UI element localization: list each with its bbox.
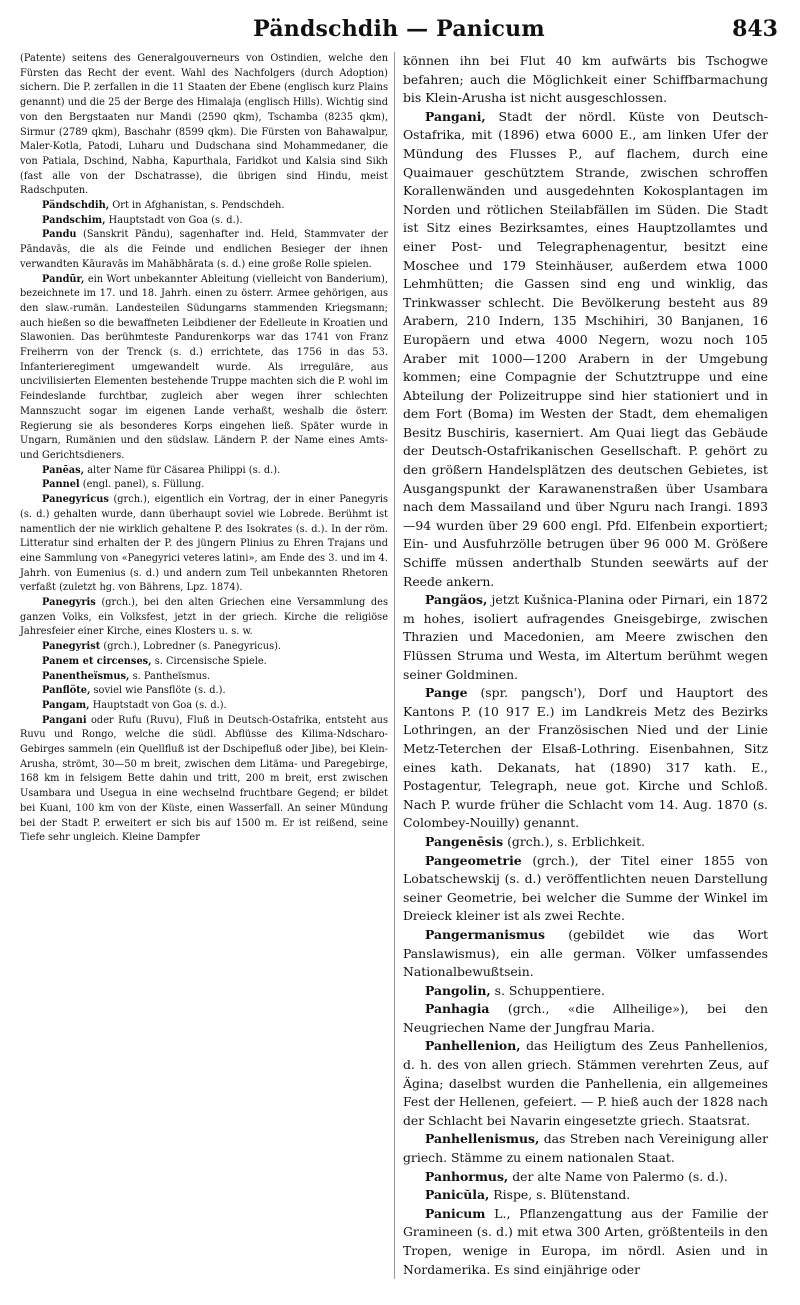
dictionary-entry bbox=[403, 684, 768, 833]
entry-text: (Patente) seitens des Generalgouverneurs von Ostindien, welche den Fürsten das Recht der event. Wahl des Nachfolgers (durch Adoption) sichern. Die P. zerfallen in die 11 Staaten der Ebene (englisch kurz Plains genannt) und die 25 der Berge des Himalaja (englisch Hills). Wichtig sind von den Bergstaaten nur Mandi (2590 qkm), Tschamba (8235 qkm), Sirmur (2789 qkm), Baschahr (8599 qkm). Die Fürsten von Bahawalpur, Maler-Kotla, Patodi, Luharu und Dudschana sind Mohammedaner, die von Patiala, Dschind, Nabha, Kapurthala, Faridkot und Kalsia sind Sikh (fast alle von der Dschatrasse), die übrigen sind Hindu, meist Radschputen. bbox=[20, 53, 388, 197]
entry-text: alter Name für Cäsarea Philippi (s. d.). bbox=[87, 464, 281, 476]
entry-text: L., Pflanzengattung aus der Familie der Gramineen (s. d.) mit etwa 300 Arten, größtenteils in den Tropen, wenige in Europa, im nördl. Asien und in Nordamerika. Es sind einjährige oder bbox=[403, 1205, 768, 1277]
entry-text: jetzt Kušnica-Planina oder Pirnari, ein 1872 m hohes, isoliert aufragendes Gneisgebirge, zwischen Thrazien und Macedonien, am Meere zwischen den Flüssen Struma und Westa, im Altertum berühmt wegen seiner Goldminen. bbox=[403, 592, 768, 682]
entry-headword: Panhormus, bbox=[425, 1168, 509, 1184]
dictionary-entry bbox=[403, 1186, 768, 1205]
entry-text: Stadt der nördl. Küste von Deutsch-Ostafrika, mit (1896) etwa 6000 E., am linken Ufer der Mündung des Flusses P., auf flachem, durch eine Quaimauer geschütztem Strande, zwischen schroffen Korallenwänden und ausgedehnten Kokosplantagen im Norden und rötlichen Steilabfällen im Süden. Die Stadt ist Sitz eines Bezirksamtes, eines Hauptzollamtes und einer Post- und Telegraphenagentur, besitzt eine Moschee und 179 Steinhäuser, außerdem etwa 1000 Lehmhütten; die Gassen sind eng und winklig, das Trinkwasser schlecht. Die Bevölkerung besteht aus 89 Arabern, 210 Indern, 135 Mschihiri, 30 Banjanen, 16 Europäern und etwa 4000 Negern, wozu noch 105 Araber mit 1000—1200 Arabern in der Umgebung kommen; eine Compagnie der Schutztruppe und eine Abteilung der Polizeitruppe sind hier stationiert und in dem Fort (Boma) im Westen der Stadt, dem ehemaligen Besitz Buschiris, kaserniert. Am Quai liegt das Gebäude der Deutsch-Ostafrikanischen Gesellschaft. P. gehört zu den größern Handelsplätzen des deutschen Gebietes, ist Ausgangspunkt der Karawanenstraßen über Usambara nach dem Massailand und über Nguru nach Irangi. 1893—94 wurden über 29 600 engl. Pfd. Elfenbein exportiert; Ein- und Ausfuhrzölle betrugen über 96 000 M. Größere Schiffe müssen anderthalb Stunden seewärts auf der Reede ankern. bbox=[403, 108, 768, 589]
entry-headword: Panhagia bbox=[425, 1001, 490, 1017]
dictionary-entry bbox=[403, 982, 768, 1001]
dictionary-entry bbox=[20, 52, 388, 199]
entry-headword: Panegyricus bbox=[42, 494, 109, 506]
running-title: Pändschdih — Panicum bbox=[253, 16, 545, 42]
entry-text: (grch.), der Titel einer 1855 von Lobatschewskij (s. d.) veröffentlichten neuen Darstellung seiner Geometrie, bei welcher die Summe der Winkel im Dreieck kleiner ist als zwei Rechte. bbox=[403, 852, 768, 924]
dictionary-entry bbox=[403, 926, 768, 982]
entry-headword: Panflöte, bbox=[42, 685, 91, 697]
dictionary-entry bbox=[403, 1168, 768, 1187]
dictionary-entry bbox=[403, 1205, 768, 1279]
entry-text: das Streben nach Vereinigung aller griech. Stämme zu einem nationalen Staat. bbox=[403, 1131, 768, 1166]
entry-headword: Pangam, bbox=[42, 699, 90, 711]
dictionary-entry bbox=[403, 1037, 768, 1130]
entry-headword: Pangolin, bbox=[425, 982, 491, 998]
dictionary-entry bbox=[403, 1130, 768, 1167]
text-columns bbox=[20, 52, 778, 1279]
entry-headword: Pangeometrie bbox=[425, 852, 522, 868]
entry-text: Rispe, s. Blütenstand. bbox=[493, 1187, 631, 1203]
entry-headword: Pangäos, bbox=[425, 592, 488, 608]
entry-text: (Sanskrit Pāndu), sagenhafter ind. Held, Stammvater der Pāndavās, die als die Feinde und endlichen Besieger der ihnen verwandten Kāuravās im Mahābhārata (s. d.) eine große Rolle spielen. bbox=[20, 229, 388, 270]
entry-text: s. Pantheïsmus. bbox=[132, 670, 211, 682]
entry-headword: Pangermanismus bbox=[425, 926, 546, 942]
entry-text: (grch.), Lobredner (s. Panegyricus). bbox=[103, 641, 282, 653]
entry-text: (spr. pangsch'), Dorf und Hauptort des Kantons P. (10 917 E.) im Landkreis Metz des Bezirks Lothringen, an der Französischen Nied und der Linie Metz-Teterchen der Elsaß-Lothring. Eisenbahnen, Sitz eines kath. Dekanats, hat (1890) 317 kath. E., Postagentur, Telegraph, neue got. Kirche und Schloß. Nach P. wurde früher die Schlacht vom 14. Aug. 1870 (s. Colombey-Nouilly) genannt. bbox=[403, 685, 768, 831]
entry-headword: Pangani bbox=[42, 714, 87, 726]
entry-text: (grch., «die Allheilige»), bei den Neugriechen Name der Jungfrau Maria. bbox=[403, 1001, 768, 1035]
entry-text: der alte Name von Palermo (s. d.). bbox=[512, 1168, 728, 1184]
dictionary-entry bbox=[403, 833, 768, 852]
entry-headword: Pangani, bbox=[425, 108, 486, 124]
page-number: 843 bbox=[732, 16, 778, 42]
entry-headword: Pandschim, bbox=[42, 214, 106, 226]
entry-text: Hauptstadt von Goa (s. d.). bbox=[108, 214, 243, 226]
dictionary-entry bbox=[20, 699, 388, 714]
dictionary-entry bbox=[403, 108, 768, 591]
dictionary-entry bbox=[20, 228, 388, 272]
left-column bbox=[20, 52, 394, 1279]
entry-text: (grch.), bei den alten Griechen eine Versammlung des ganzen Volks, ein Volksfest, jetzt in der griech. Kirche die religiöse Jahresfeier einer Kirche, eines Klosters u. s. w. bbox=[20, 597, 388, 638]
entry-text: das Heiligtum des Zeus Panhellenios, d. h. des von allen griech. Stämmen verehrten Zeus, auf Ägina; daselbst wurden die Panhellenia, ein allgemeines Fest der Hellenen, gefeiert. — P. hieß auch der 1828 nach der Schlacht bei Navarin eingesetzte griech. Staatsrat. bbox=[403, 1038, 768, 1128]
entry-headword: Pandu bbox=[42, 229, 77, 241]
dictionary-entry bbox=[20, 478, 388, 493]
entry-text: (gebildet wie das Wort Panslawismus), ein alle german. Völker umfassendes Nationalbewußtsein. bbox=[403, 926, 768, 980]
entry-headword: Panicŭla, bbox=[425, 1187, 490, 1203]
dictionary-entry bbox=[403, 852, 768, 926]
entry-headword: Panēas, bbox=[42, 464, 85, 476]
entry-text: soviel wie Pansflöte (s. d.). bbox=[93, 685, 226, 697]
dictionary-entry bbox=[20, 464, 388, 479]
dictionary-entry bbox=[20, 640, 388, 655]
dictionary-entry bbox=[20, 655, 388, 670]
entry-headword: Pange bbox=[425, 685, 468, 701]
entry-headword: Panem et circenses, bbox=[42, 655, 152, 667]
entry-text: (grch.), s. Erblichkeit. bbox=[507, 833, 646, 849]
entry-text: s. Circensische Spiele. bbox=[154, 655, 267, 667]
entry-headword: Pandūr, bbox=[42, 273, 85, 285]
entry-headword: Panicum bbox=[425, 1205, 486, 1221]
dictionary-entry bbox=[403, 52, 768, 108]
right-column bbox=[394, 52, 768, 1279]
entry-text: Ort in Afghanistan, s. Pendschdeh. bbox=[112, 200, 285, 212]
dictionary-entry bbox=[20, 596, 388, 640]
dictionary-entry bbox=[20, 273, 388, 464]
dictionary-entry bbox=[403, 591, 768, 684]
dictionary-entry bbox=[403, 1000, 768, 1037]
entry-headword: Pändschdih, bbox=[42, 200, 110, 212]
dictionary-entry bbox=[20, 714, 388, 846]
entry-text: können ihn bei Flut 40 km aufwärts bis Tschogwe befahren; auch die Möglichkeit einer Schiffbarmachung bis Klein-Arusha ist nicht ausgeschlossen. bbox=[403, 53, 768, 106]
dictionary-entry bbox=[20, 493, 388, 596]
entry-headword: Pangenēsis bbox=[425, 833, 504, 849]
entry-text: s. Schuppentiere. bbox=[494, 982, 605, 998]
entry-headword: Panhellenismus, bbox=[425, 1131, 540, 1147]
entry-text: Hauptstadt von Goa (s. d.). bbox=[92, 699, 227, 711]
entry-text: ein Wort unbekannter Ableitung (vielleicht von Banderium), bezeichnete im 17. und 18. Jahrh. einen zu österr. Armee gehörigen, aus den slaw.-rumän. Landesteilen Südungarns stammenden Kriegsmann; auch hießen so die bewaffneten Leibdiener der Edelleute in Kroatien und Slawonien. Das berühmteste Pandurenkorps war das 1741 von Franz Freiherrn von der Trenck (s. d.) errichtete, das 1756 in das 53. Infanterieregiment umgewandelt wurde. Als irreguläre, aus uncivilisierten Elementen bestehende Truppe machten sich die P. wohl im Feindeslande furchtbar, zugleich aber wegen ihrer schlechten Mannszucht sogar im eigenen Lande verhaßt, weshalb die österr. Regierung sie als besonderes Korps eingehen ließ. Später wurde in Ungarn, Rumänien und den südslaw. Ländern P. der Name eines Amts- und Gerichtsdieners. bbox=[20, 273, 388, 461]
entry-headword: Panegyris bbox=[42, 597, 96, 609]
entry-headword: Panegyrist bbox=[42, 641, 101, 653]
dictionary-entry bbox=[20, 670, 388, 685]
dictionary-entry bbox=[20, 214, 388, 229]
entry-text: oder Rufu (Ruvu), Fluß in Deutsch-Ostafrika, entsteht aus Ruvu und Rongo, welche die südl. Abflüsse des Kilima-Ndscharo-Gebirges sammeln (ein Quellfluß ist der Dschipefluß oder Jibe), bei Klein-Arusha, strömt, 30—50 m breit, zwischen dem Litäma- und Paregebirge, 168 km in felsigem Bette dahin und tritt, 200 m breit, erst zwischen Usambara und Usegua in eine wechselnd fruchtbare Gegend; er bildet bei Kuani, 100 km von der Küste, einen Wasserfall. An seiner Mündung bei der Stadt P. erweitert er sich bis auf 1500 m. Er ist reißend, seine Tiefe sehr ungleich. Kleine Dampfer bbox=[20, 714, 388, 844]
entry-text: (engl. panel), s. Füllung. bbox=[82, 479, 205, 491]
page-header bbox=[20, 0, 778, 52]
entry-headword: Panhellenion, bbox=[425, 1038, 521, 1054]
dictionary-entry bbox=[20, 684, 388, 699]
entry-text: (grch.), eigentlich ein Vortrag, der in einer Panegyris (s. d.) gehalten wurde, dann überhaupt soviel wie Lobrede. Berühmt ist namentlich der nie wirklich gehaltene P. des Isokrates (s. d.). In der röm. Litteratur sind erhalten der P. des jüngern Plinius zu Ehren Trajans und eine Sammlung von «Panegyrici veteres latini», am Ende des 3. und im 4. Jahrh. von Eumenius (s. d.) und andern zum Teil unbekannten Rhetoren verfaßt (zuletzt hg. von Bährens, Lpz. 1874). bbox=[20, 494, 388, 594]
entry-headword: Panentheïsmus, bbox=[42, 670, 130, 682]
dictionary-entry bbox=[20, 199, 388, 214]
entry-headword: Pannel bbox=[42, 479, 80, 491]
